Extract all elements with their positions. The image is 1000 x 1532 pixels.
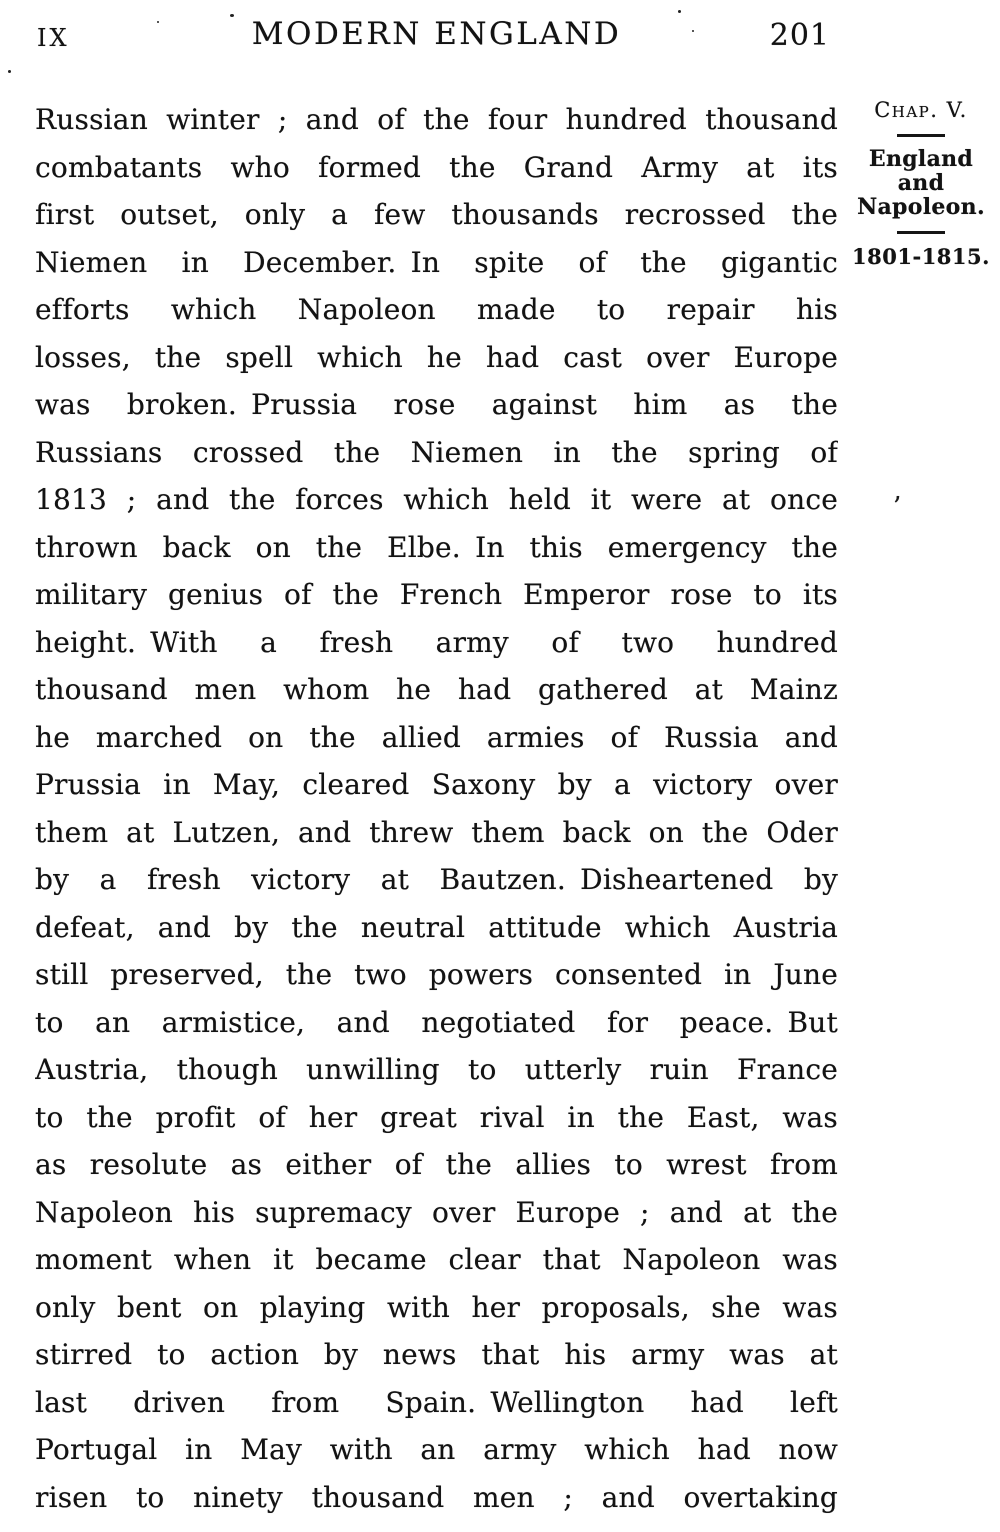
text-line: stirred to action by news that his army was at — [35, 1338, 838, 1371]
text-line: Portugal in May with an army which had now — [35, 1433, 838, 1466]
scan-speck — [8, 70, 11, 73]
sidenote-rule — [897, 231, 945, 234]
text-line: Napoleon his supremacy over Europe ; and at the — [35, 1195, 838, 1229]
running-title: MODERN ENGLAND — [251, 16, 622, 52]
signature-mark: IX — [37, 24, 70, 52]
text-line: only bent on playing with her proposals, she was — [35, 1290, 838, 1324]
text-line: by a fresh victory at Bautzen. Disheartened by — [35, 863, 838, 896]
text-line: he marched on the allied armies of Russia and — [35, 720, 838, 754]
text-line: efforts which Napoleon made to repair his — [35, 293, 838, 326]
text-line: still preserved, the two powers consented in June — [35, 958, 838, 991]
text-line: moment when it became clear that Napoleon was — [35, 1243, 838, 1276]
sidenote — [852, 98, 990, 269]
text-line: thrown back on the Elbe. In this emergency the — [35, 530, 838, 564]
scan-speck — [230, 14, 234, 17]
sidenote-title-line: Napoleon. — [857, 194, 985, 220]
text-line: to the profit of her great rival in the East, was — [35, 1100, 838, 1134]
scan-speck — [157, 21, 159, 23]
sidenote-years: 1801-1815. — [852, 244, 990, 269]
text-line: Niemen in December. In spite of the gigantic — [35, 245, 838, 279]
running-header — [35, 14, 838, 58]
text-line: them at Lutzen, and threw them back on the Oder — [35, 815, 838, 849]
scan-speck — [678, 10, 681, 13]
sidenote-title-line: England — [868, 146, 974, 172]
text-line: losses, the spell which he had cast over Europe — [35, 340, 838, 374]
text-line: first outset, only a few thousands recrossed the — [35, 198, 838, 231]
text-line: risen to ninety thousand men ; and overtaking — [35, 1480, 838, 1514]
sidenote-title — [852, 147, 990, 219]
text-line: was broken. Prussia rose against him as the — [35, 388, 838, 421]
text-line: to an armistice, and negotiated for peace. But — [35, 1005, 838, 1039]
text-line: height. With a fresh army of two hundred — [35, 625, 838, 659]
text-line: defeat, and by the neutral attitude which Austria — [35, 910, 838, 944]
text-line: Prussia in May, cleared Saxony by a victory over — [35, 768, 838, 801]
page-number: 201 — [769, 18, 830, 53]
scan-speck: ’ — [893, 492, 902, 522]
text-line: military genius of the French Emperor rose to its — [35, 578, 838, 611]
scan-speck — [692, 30, 694, 32]
text-line: 1813 ; and the forces which held it were at once — [35, 483, 838, 516]
text-line: Russians crossed the Niemen in the spring of — [35, 435, 838, 469]
body-text — [35, 96, 838, 1521]
sidenote-title-line: and — [897, 170, 945, 196]
text-line: Russian winter ; and of the four hundred thousand — [35, 103, 838, 136]
text-line: combatants who formed the Grand Army at its — [35, 150, 838, 184]
sidenote-chapter: Chap. V. — [874, 98, 968, 122]
sidenote-rule — [897, 134, 945, 137]
text-line: as resolute as either of the allies to wrest from — [35, 1148, 838, 1181]
text-line: Austria, though unwilling to utterly ruin France — [35, 1053, 838, 1086]
text-line: last driven from Spain. Wellington had left — [35, 1385, 838, 1419]
text-line: thousand men whom he had gathered at Mainz — [35, 673, 838, 706]
